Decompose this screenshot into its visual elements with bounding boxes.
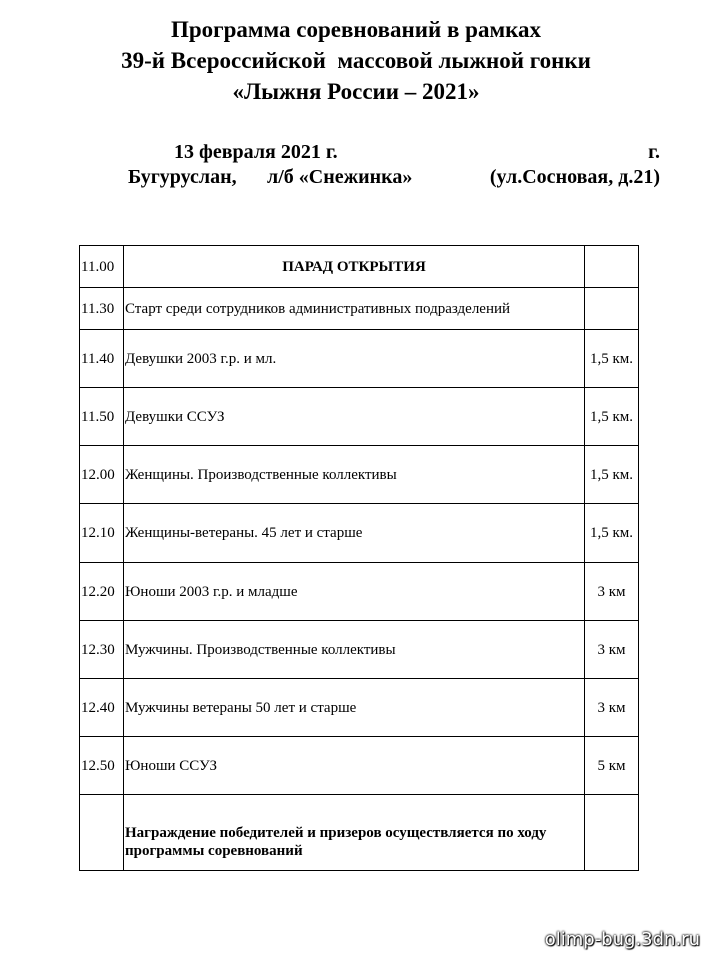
table-row <box>80 330 639 388</box>
table-row <box>80 446 639 504</box>
row-time: 11.50 <box>80 388 124 446</box>
row-distance: 3 км <box>585 563 639 621</box>
event-venue: л/б «Снежинка» <box>267 166 413 188</box>
row-time: 12.40 <box>80 679 124 737</box>
row-distance <box>585 288 639 330</box>
event-date: 13 февраля 2021 г. <box>174 141 338 163</box>
row-time: 11.40 <box>80 330 124 388</box>
row-name: Женщины-ветераны. 45 лет и старше <box>124 504 585 563</box>
row-distance: 3 км <box>585 621 639 679</box>
table-row <box>80 795 639 871</box>
row-time: 12.20 <box>80 563 124 621</box>
row-time: 12.10 <box>80 504 124 563</box>
table-row <box>80 679 639 737</box>
document-title <box>0 14 712 107</box>
table-row <box>80 621 639 679</box>
event-city: Бугуруслан, <box>128 166 237 188</box>
row-name: Старт среди сотрудников административных подразделений <box>124 288 585 330</box>
row-time <box>80 795 124 871</box>
row-name: Юноши ССУЗ <box>124 737 585 795</box>
row-name: Девушки ССУЗ <box>124 388 585 446</box>
row-distance <box>585 246 639 288</box>
table-row <box>80 504 639 563</box>
table-row <box>80 737 639 795</box>
row-time: 11.00 <box>80 246 124 288</box>
row-time: 11.30 <box>80 288 124 330</box>
row-name: Юноши 2003 г.р. и младше <box>124 563 585 621</box>
title-line-3: «Лыжня России – 2021» <box>232 79 480 104</box>
site-watermark: olimp-bug.3dn.ru <box>544 929 700 950</box>
row-distance: 1,5 км. <box>585 504 639 563</box>
row-time: 12.30 <box>80 621 124 679</box>
row-distance: 3 км <box>585 679 639 737</box>
row-distance: 1,5 км. <box>585 330 639 388</box>
row-name: ПАРАД ОТКРЫТИЯ <box>124 246 585 288</box>
title-line-2: 39-й Всероссийской массовой лыжной гонки <box>121 48 591 73</box>
row-distance: 1,5 км. <box>585 388 639 446</box>
table-row <box>80 288 639 330</box>
table-row <box>80 246 639 288</box>
row-distance: 5 км <box>585 737 639 795</box>
table-row <box>80 388 639 446</box>
row-name: Мужчины. Производственные коллективы <box>124 621 585 679</box>
event-info <box>128 140 660 190</box>
city-prefix: г. <box>648 141 660 163</box>
row-time: 12.00 <box>80 446 124 504</box>
row-time: 12.50 <box>80 737 124 795</box>
title-line-1: Программа соревнований в рамках <box>170 17 542 42</box>
table-row <box>80 563 639 621</box>
row-distance: 1,5 км. <box>585 446 639 504</box>
event-address: (ул.Сосновая, д.21) <box>489 166 660 188</box>
schedule-table <box>79 245 639 871</box>
row-name: Девушки 2003 г.р. и мл. <box>124 330 585 388</box>
row-name: Женщины. Производственные коллективы <box>124 446 585 504</box>
row-name: Мужчины ветераны 50 лет и старше <box>124 679 585 737</box>
row-distance <box>585 795 639 871</box>
awards-note: Награждение победителей и призеров осуществляется по ходу программы соревнований <box>124 795 585 871</box>
